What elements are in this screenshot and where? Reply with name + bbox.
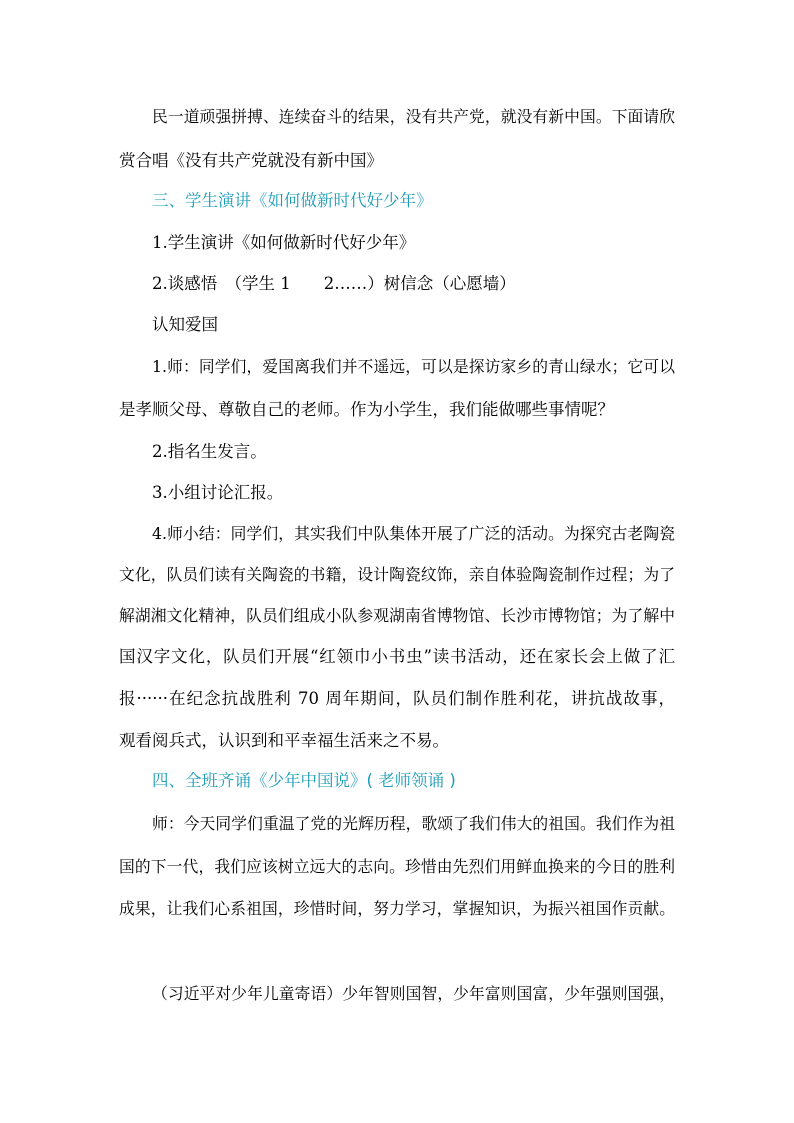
teacher-paragraph-line-3: 成果，让我们心系祖国，珍惜时间，努力学习，掌握知识，为振兴祖国作贡献。 [119,899,675,918]
recognize-item-4-line-1: 4.师小结：同学们，其实我们中队集体开展了广泛的活动。为探究古老陶瓷 [152,524,675,543]
recognize-item-4-line-5: 报······在纪念抗战胜利 70 周年期间，队员们制作胜利花，讲抗战故事， [119,689,675,708]
section-3-item-2: 2.谈感悟 （学生 1 2……）树信念（心愿墙） [152,274,516,293]
intro-paragraph-line-1: 民一道顽强拼搏、连续奋斗的结果，没有共产党，就没有新中国。下面请欣 [152,107,675,126]
recognize-item-4-line-6: 观看阅兵式，认识到和平幸福生活来之不易。 [119,731,449,750]
teacher-paragraph-line-2: 国的下一代，我们应该树立远大的志向。珍惜由先烈们用鲜血换来的今日的胜利 [119,857,675,876]
recognize-item-4-line-4: 国汉字文化，队员们开展“红领巾小书虫”读书活动，还在家长会上做了汇 [119,647,675,666]
section-3-heading: 三、学生演讲《如何做新时代好少年》 [152,191,433,210]
recognize-patriotism-heading: 认知爱国 [152,315,218,334]
recognize-item-4-line-2: 文化，队员们读有关陶瓷的书籍，设计陶瓷纹饰，亲自体验陶瓷制作过程；为了 [119,565,675,584]
section-4-heading: 四、全班齐诵《少年中国说》( 老师领诵 ) [152,771,456,790]
recognize-item-1-line-2: 是孝顺父母、尊敬自己的老师。作为小学生，我们能做哪些事情呢？ [119,400,614,419]
section-3-item-1: 1.学生演讲《如何做新时代好少年》 [152,233,416,252]
recognize-item-1-line-1: 1.师：同学们，爱国离我们并不遥远，可以是探访家乡的青山绿水；它可以 [152,357,675,376]
recognize-item-4-line-3: 解湖湘文化精神，队员们组成小队参观湖南省博物馆、长沙市博物馆；为了解中 [119,606,675,625]
teacher-paragraph-line-1: 师：今天同学们重温了党的光辉历程，歌颂了我们伟大的祖国。我们作为祖 [152,814,675,833]
intro-paragraph-line-2: 赏合唱《没有共产党就没有新中国》 [119,151,383,170]
recognize-item-2: 2.指名生发言。 [152,442,267,461]
xi-quote-line: （习近平对少年儿童寄语）少年智则国智，少年富则国富，少年强则国强， [152,984,675,1003]
recognize-item-3: 3.小组讨论汇报。 [152,483,284,502]
